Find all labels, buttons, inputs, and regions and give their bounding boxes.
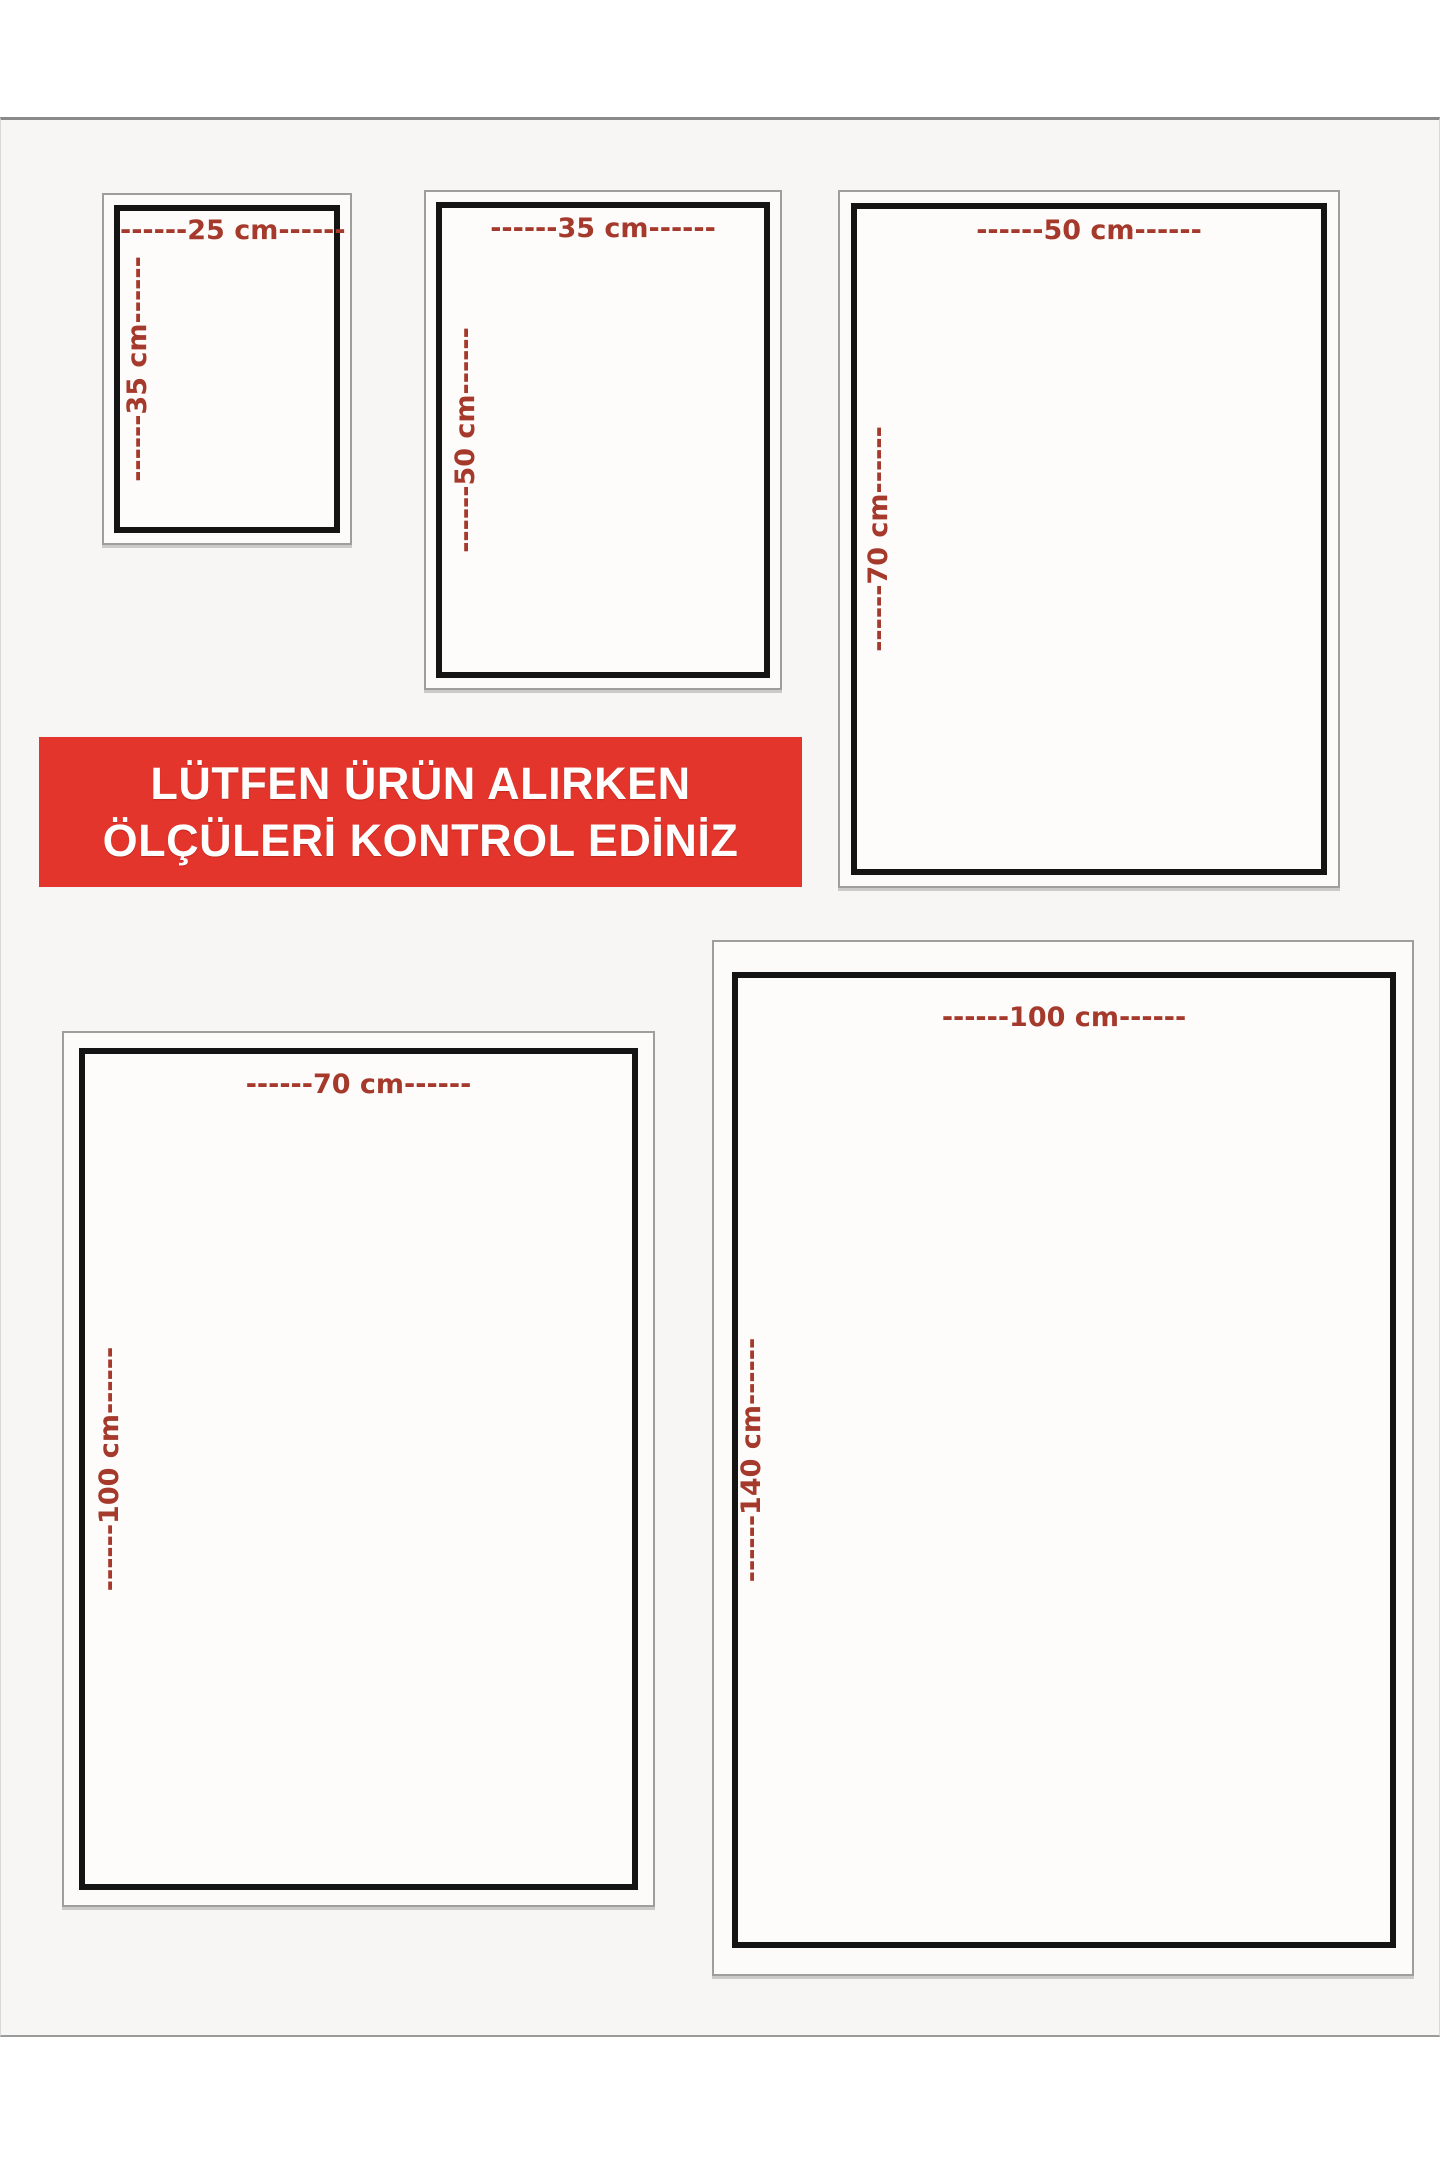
height-dimension-label-140cm: ------140 cm------ (736, 1337, 767, 1583)
size-box-100x140-inner-frame (732, 972, 1396, 1948)
height-dimension-label-70cm: ------70 cm------ (863, 426, 894, 652)
height-dimension-label-50cm: ------50 cm------ (450, 327, 481, 553)
warning-banner-line1: LÜTFEN ÜRÜN ALIRKEN (150, 758, 691, 809)
size-box-50x70-inner-frame (851, 203, 1327, 875)
size-box-25x35 (102, 193, 352, 545)
width-dimension-label-50cm: ------50 cm------ (976, 215, 1202, 246)
warning-banner (39, 737, 802, 887)
width-dimension-label-35cm: ------35 cm------ (490, 213, 716, 244)
width-dimension-label-25cm: ------25 cm------ (120, 215, 346, 246)
size-box-70x100-inner-frame (79, 1048, 638, 1890)
height-dimension-label-100cm: ------100 cm------ (94, 1346, 125, 1592)
height-dimension-label-35cm: ------35 cm------ (122, 256, 153, 482)
size-box-25x35-inner-frame (114, 205, 346, 533)
size-box-35x50 (424, 190, 782, 690)
warning-banner-line2: ÖLÇÜLERİ KONTROL EDİNİZ (102, 815, 739, 866)
size-box-100x140 (712, 940, 1414, 1976)
width-dimension-label-100cm: ------100 cm------ (941, 1002, 1187, 1033)
size-box-35x50-inner-frame (436, 202, 770, 678)
width-dimension-label-70cm: ------70 cm------ (245, 1069, 472, 1100)
size-box-70x100 (62, 1031, 655, 1907)
size-box-50x70 (838, 190, 1340, 888)
